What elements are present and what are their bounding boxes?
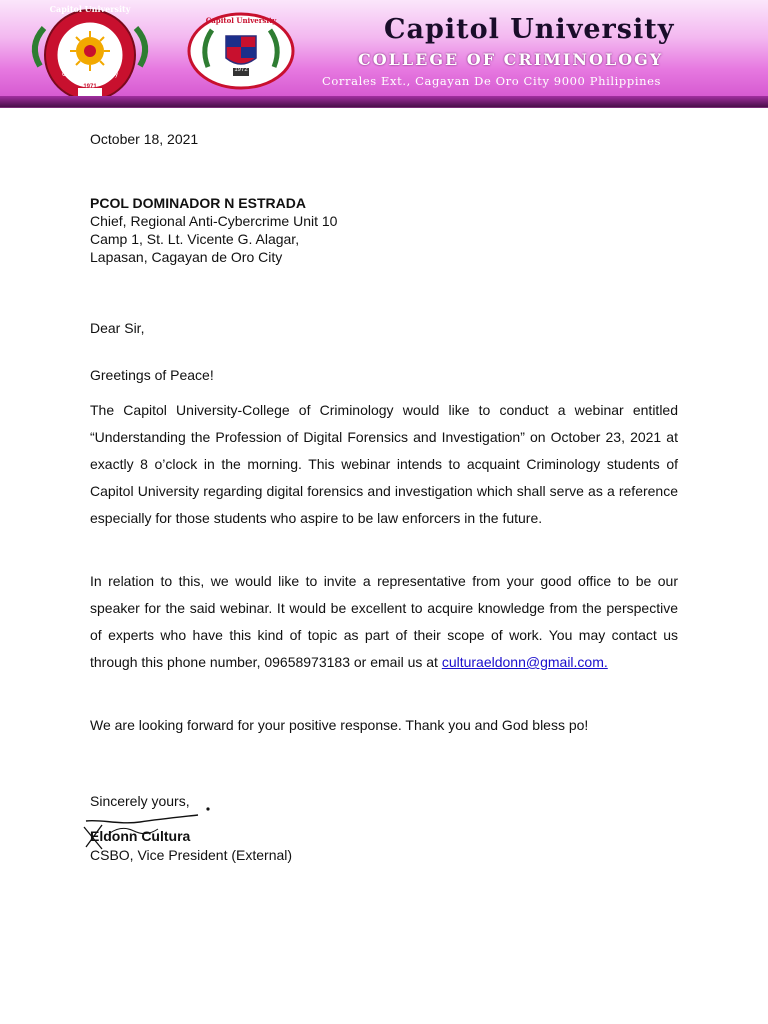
seal2-year: 1972 <box>234 67 248 73</box>
paragraph-invitation <box>90 568 678 676</box>
recipient-line-1: Chief, Regional Anti-Cybercrime Unit 10 <box>90 213 338 229</box>
banner-bottom-bar <box>0 96 768 107</box>
seal1-name: Capitol University <box>49 4 131 14</box>
salutation: Dear Sir, <box>90 320 145 336</box>
seal2-name: Capitol University <box>205 16 277 25</box>
paragraph-webinar: The Capitol University-College of Criminology would like to conduct a webinar entitled “Understanding the Profession of Digital Forensics and Investigation” on October 23, 2021 at exactly 8 o’clock in the morning. This webinar intends to acquaint Criminology students of Capitol University regarding digital forensics and investigation which shall serve as a reference especially for those students who aspire to be law enforcers in the future. <box>90 402 678 526</box>
signer-name: Eldonn Cultura <box>90 828 191 844</box>
letterhead-banner <box>0 0 768 108</box>
letter-date: October 18, 2021 <box>90 131 199 147</box>
letterhead-address: Corrales Ext., Cagayan De Oro City 9000 Philippines <box>322 74 662 88</box>
signer-title: CSBO, Vice President (External) <box>90 847 293 863</box>
seal1-subtext: Cagayan de Oro City <box>61 72 119 78</box>
paragraph-invitation-text: In relation to this, we would like to invite a representative from your good office to be our speaker for the said webinar. It would be excellent to acquire knowledge from the perspective of experts who have this kind of topic as part of their scope of work. You may contact us through this phone number, 09658973183 or email us at <box>90 573 678 670</box>
college-name: COLLEGE OF CRIMINOLOGY <box>358 50 664 69</box>
recipient-line-3: Lapasan, Cagayan de Oro City <box>90 249 283 265</box>
email-link[interactable]: culturaeldonn@gmail.com. <box>441 654 608 670</box>
recipient-name: PCOL DOMINADOR N ESTRADA <box>90 195 306 211</box>
paragraph-closing: We are looking forward for your positive response. Thank you and God bless po! <box>90 717 589 733</box>
closing: Sincerely yours, <box>90 793 190 809</box>
greeting: Greetings of Peace! <box>90 367 214 383</box>
recipient-line-2: Camp 1, St. Lt. Vicente G. Alagar, <box>90 231 300 247</box>
seal1-year: 1971 <box>83 84 97 90</box>
university-name: Capitol University <box>384 14 675 45</box>
